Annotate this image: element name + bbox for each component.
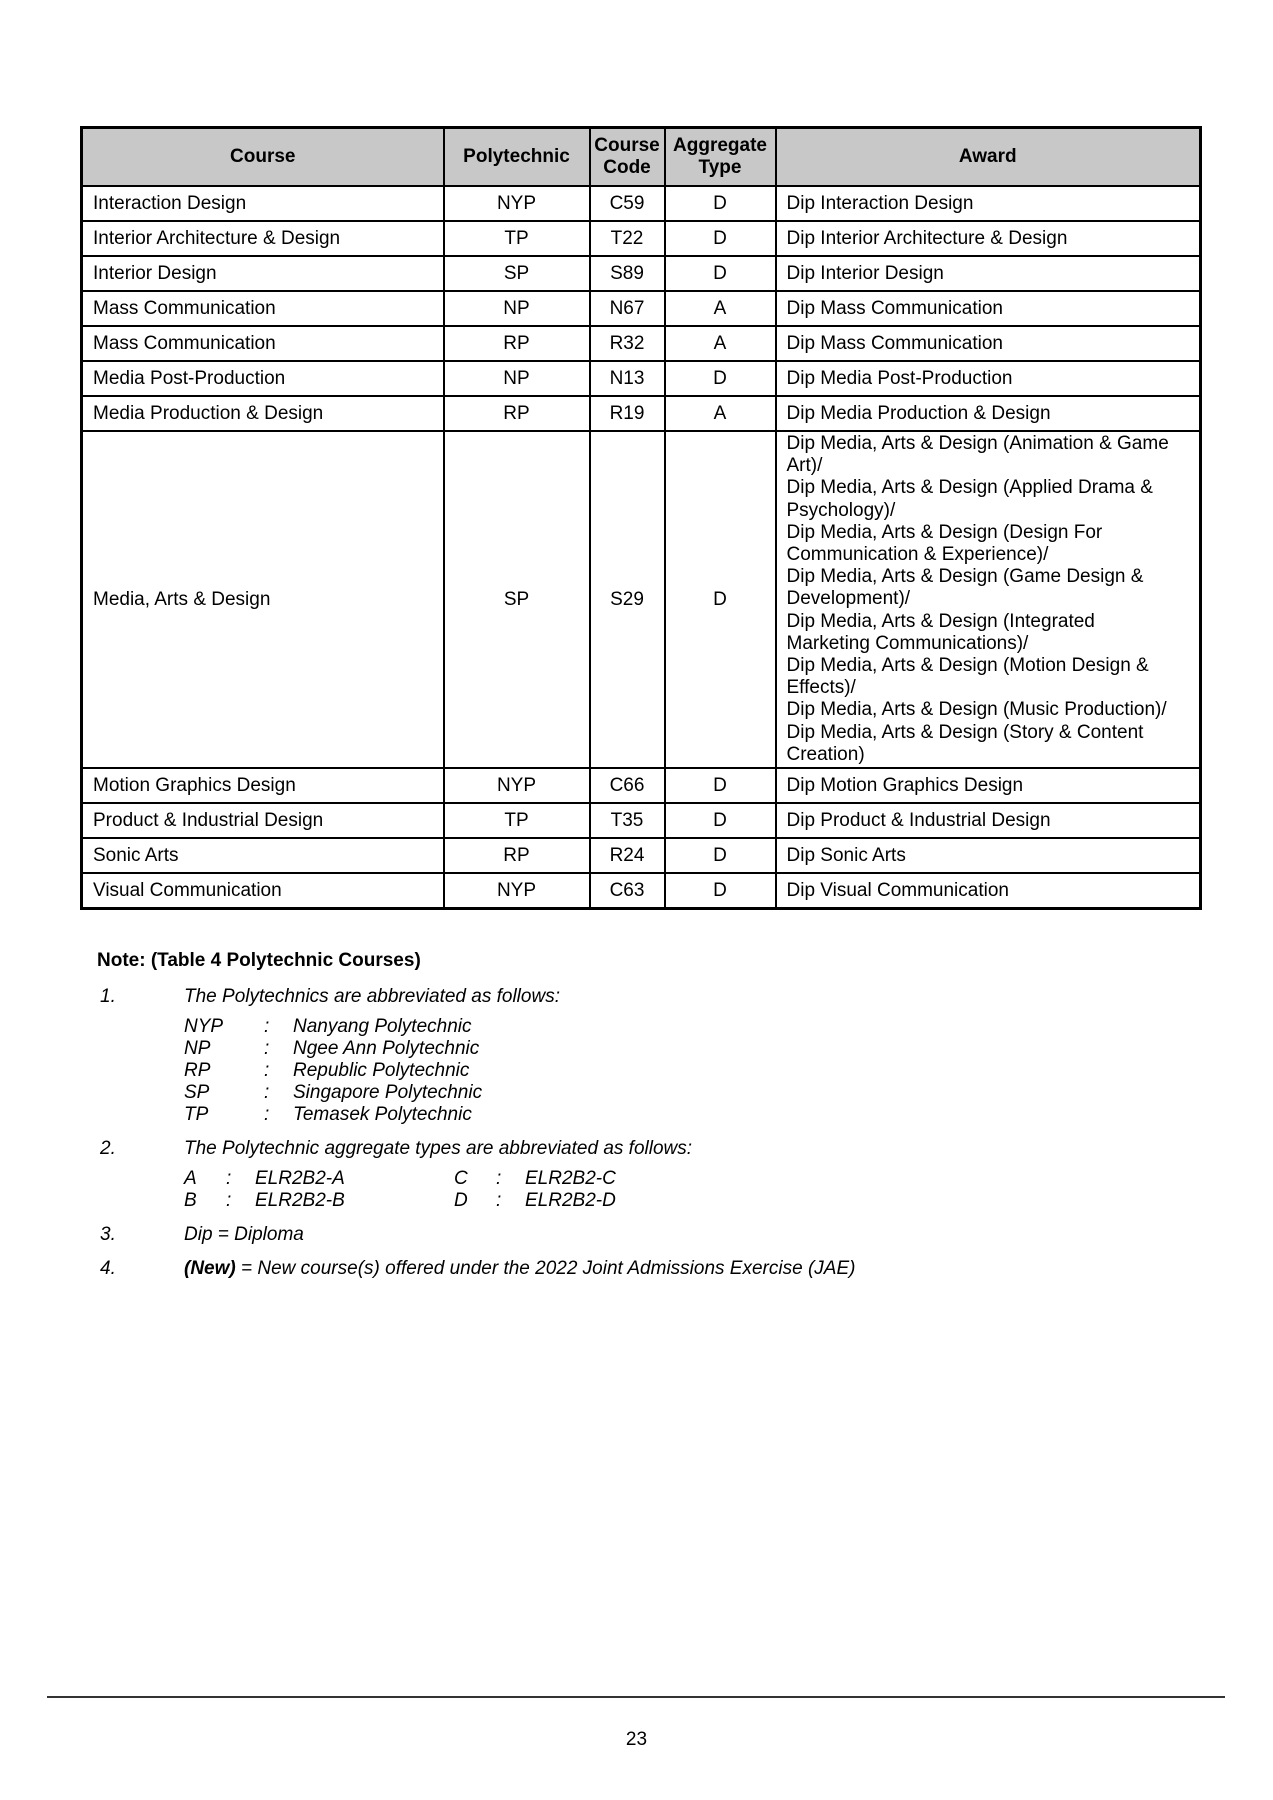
polytechnic-cell: NYP: [444, 768, 590, 803]
abbreviation-name: Temasek Polytechnic: [293, 1104, 472, 1125]
table-row: [82, 396, 1201, 431]
footer-divider: [47, 1696, 1225, 1698]
aggregate-code: C: [454, 1168, 468, 1189]
award-cell: Dip Interior Design: [776, 256, 1201, 291]
course-code-cell: N13: [590, 361, 665, 396]
aggregate-type-list: [184, 1168, 1197, 1212]
course-cell: Motion Graphics Design: [82, 768, 444, 803]
award-cell: [776, 431, 1201, 768]
table-row: [82, 256, 1201, 291]
polytechnic-cell: SP: [444, 256, 590, 291]
award-line: Art)/: [786, 455, 823, 477]
table-row: [82, 326, 1201, 361]
abbreviation-code: RP: [184, 1060, 211, 1081]
aggregate-code: A: [184, 1168, 197, 1189]
award-line: Dip Media, Arts & Design (Motion Design &: [786, 655, 1149, 677]
abbreviation-row: [184, 1082, 1197, 1104]
notes-section: [97, 950, 1197, 1292]
header-agg-line2: Type: [698, 157, 742, 178]
aggregate-type-cell: D: [665, 431, 776, 768]
course-cell: Interior Design: [82, 256, 444, 291]
polytechnic-cell: TP: [444, 221, 590, 256]
table-row: [82, 291, 1201, 326]
polytechnic-cell: NYP: [444, 186, 590, 221]
course-code-cell: T35: [590, 803, 665, 838]
aggregate-colon: :: [496, 1190, 502, 1211]
course-code-cell: S29: [590, 431, 665, 768]
aggregate-column: [454, 1168, 724, 1212]
award-line: Dip Media, Arts & Design (Design For: [786, 521, 1103, 543]
award-line: Dip Media, Arts & Design (Game Design &: [786, 566, 1144, 588]
course-code-cell: R24: [590, 838, 665, 873]
table-row: [82, 873, 1201, 909]
aggregate-type-cell: A: [665, 326, 776, 361]
course-code-cell: R19: [590, 396, 665, 431]
abbreviation-code: SP: [184, 1082, 210, 1103]
award-cell: Dip Media Production & Design: [776, 396, 1201, 431]
award-cell: Dip Motion Graphics Design: [776, 768, 1201, 803]
aggregate-value: ELR2B2-D: [525, 1190, 616, 1211]
aggregate-value: ELR2B2-C: [525, 1168, 616, 1189]
course-cell: Mass Communication: [82, 326, 444, 361]
award-line: Psychology)/: [786, 499, 896, 521]
aggregate-type-cell: D: [665, 361, 776, 396]
aggregate-type-cell: D: [665, 873, 776, 909]
header-aggregate-type: [665, 128, 776, 187]
abbreviation-row: [184, 1038, 1197, 1060]
note-item-2: [97, 1138, 1197, 1212]
abbreviation-colon: :: [264, 1060, 270, 1081]
award-lines: [787, 433, 1190, 766]
aggregate-value: ELR2B2-B: [255, 1190, 345, 1211]
abbreviation-row: [184, 1060, 1197, 1082]
award-cell: Dip Interior Architecture & Design: [776, 221, 1201, 256]
header-course-code: [590, 128, 665, 187]
course-code-cell: R32: [590, 326, 665, 361]
abbreviation-name: Republic Polytechnic: [293, 1060, 470, 1081]
aggregate-value: ELR2B2-A: [255, 1168, 345, 1189]
note-text: The Polytechnic aggregate types are abbreviated as follows:: [184, 1138, 693, 1159]
aggregate-type-cell: D: [665, 221, 776, 256]
aggregate-column: [184, 1168, 454, 1212]
abbreviation-code: NP: [184, 1038, 211, 1059]
award-line: Dip Media, Arts & Design (Applied Drama &: [786, 477, 1153, 499]
header-code-line1: Course: [594, 135, 660, 156]
header-polytechnic: Polytechnic: [444, 128, 590, 187]
new-course-marker: (New): [184, 1258, 236, 1279]
header-award: Award: [776, 128, 1201, 187]
table-header-row: [82, 128, 1201, 187]
polytechnic-cell: RP: [444, 838, 590, 873]
polytechnic-cell: SP: [444, 431, 590, 768]
aggregate-row: [454, 1190, 724, 1212]
note-item-4: [97, 1258, 1197, 1280]
abbreviation-row: [184, 1104, 1197, 1126]
award-line: Development)/: [786, 588, 911, 610]
header-agg-line1: Aggregate: [673, 135, 767, 156]
aggregate-colon: :: [226, 1190, 232, 1211]
abbreviation-colon: :: [264, 1104, 270, 1125]
polytechnic-cell: RP: [444, 396, 590, 431]
course-code-cell: S89: [590, 256, 665, 291]
aggregate-type-cell: D: [665, 768, 776, 803]
header-course: Course: [82, 128, 444, 187]
header-code-line2: Code: [603, 157, 651, 178]
table-row: [82, 361, 1201, 396]
course-cell: Media Post-Production: [82, 361, 444, 396]
aggregate-type-cell: D: [665, 803, 776, 838]
aggregate-type-cell: A: [665, 396, 776, 431]
table-row: [82, 838, 1201, 873]
award-cell: Dip Sonic Arts: [776, 838, 1201, 873]
course-cell: Product & Industrial Design: [82, 803, 444, 838]
award-cell: Dip Mass Communication: [776, 291, 1201, 326]
aggregate-row: [454, 1168, 724, 1190]
aggregate-colon: :: [496, 1168, 502, 1189]
polytechnic-cell: TP: [444, 803, 590, 838]
table-row: [82, 186, 1201, 221]
note-text: = New course(s) offered under the 2022 Joint Admissions Exercise (JAE): [235, 1258, 856, 1279]
award-line: Dip Media, Arts & Design (Animation & Game: [786, 433, 1169, 454]
polytechnic-abbreviation-list: [184, 1016, 1197, 1126]
award-cell: Dip Visual Communication: [776, 873, 1201, 909]
course-cell: Mass Communication: [82, 291, 444, 326]
aggregate-type-cell: D: [665, 256, 776, 291]
award-line: Dip Media, Arts & Design (Music Production)/: [786, 699, 1167, 721]
polytechnic-cell: NP: [444, 291, 590, 326]
abbreviation-code: TP: [184, 1104, 209, 1125]
course-cell: Media, Arts & Design: [82, 431, 444, 768]
abbreviation-row: [184, 1016, 1197, 1038]
abbreviation-colon: :: [264, 1082, 270, 1103]
course-code-cell: T22: [590, 221, 665, 256]
page-number: 23: [625, 1729, 648, 1750]
note-item-1: [97, 986, 1197, 1126]
abbreviation-code: NYP: [184, 1016, 224, 1037]
polytechnic-cell: NP: [444, 361, 590, 396]
award-line: Dip Media, Arts & Design (Story & Content: [786, 721, 1144, 743]
award-cell: Dip Mass Communication: [776, 326, 1201, 361]
course-table: [80, 126, 1202, 910]
polytechnic-cell: NYP: [444, 873, 590, 909]
course-cell: Visual Communication: [82, 873, 444, 909]
aggregate-type-cell: D: [665, 186, 776, 221]
course-code-cell: N67: [590, 291, 665, 326]
award-line: Communication & Experience)/: [786, 544, 1049, 566]
award-cell: Dip Media Post-Production: [776, 361, 1201, 396]
course-code-cell: C59: [590, 186, 665, 221]
award-line: Effects)/: [786, 677, 856, 699]
notes-title: Note: (Table 4 Polytechnic Courses): [97, 950, 421, 971]
note-number: 1.: [100, 986, 116, 1007]
aggregate-type-cell: D: [665, 838, 776, 873]
note-text: Dip = Diploma: [184, 1224, 304, 1245]
award-line: Dip Media, Arts & Design (Integrated: [786, 610, 1095, 632]
abbreviation-colon: :: [264, 1038, 270, 1059]
table-row: [82, 431, 1201, 768]
award-line: Creation): [786, 743, 865, 765]
abbreviation-name: Nanyang Polytechnic: [293, 1016, 472, 1037]
abbreviation-colon: :: [264, 1016, 270, 1037]
course-code-cell: C66: [590, 768, 665, 803]
table-row: [82, 768, 1201, 803]
polytechnic-cell: RP: [444, 326, 590, 361]
course-code-cell: C63: [590, 873, 665, 909]
aggregate-colon: :: [226, 1168, 232, 1189]
award-line: Marketing Communications)/: [786, 632, 1029, 654]
aggregate-row: [184, 1168, 454, 1190]
aggregate-code: D: [454, 1190, 468, 1211]
note-number: 4.: [100, 1258, 116, 1279]
abbreviation-name: Singapore Polytechnic: [293, 1082, 483, 1103]
abbreviation-name: Ngee Ann Polytechnic: [293, 1038, 480, 1059]
table-row: [82, 803, 1201, 838]
note-text: The Polytechnics are abbreviated as follows:: [184, 986, 560, 1007]
course-cell: Interior Architecture & Design: [82, 221, 444, 256]
aggregate-row: [184, 1190, 454, 1212]
aggregate-type-cell: A: [665, 291, 776, 326]
note-number: 2.: [100, 1138, 116, 1159]
course-cell: Interaction Design: [82, 186, 444, 221]
award-cell: Dip Product & Industrial Design: [776, 803, 1201, 838]
note-number: 3.: [100, 1224, 116, 1245]
table-row: [82, 221, 1201, 256]
aggregate-code: B: [184, 1190, 197, 1211]
course-cell: Sonic Arts: [82, 838, 444, 873]
award-cell: Dip Interaction Design: [776, 186, 1201, 221]
course-cell: Media Production & Design: [82, 396, 444, 431]
note-item-3: [97, 1224, 1197, 1246]
